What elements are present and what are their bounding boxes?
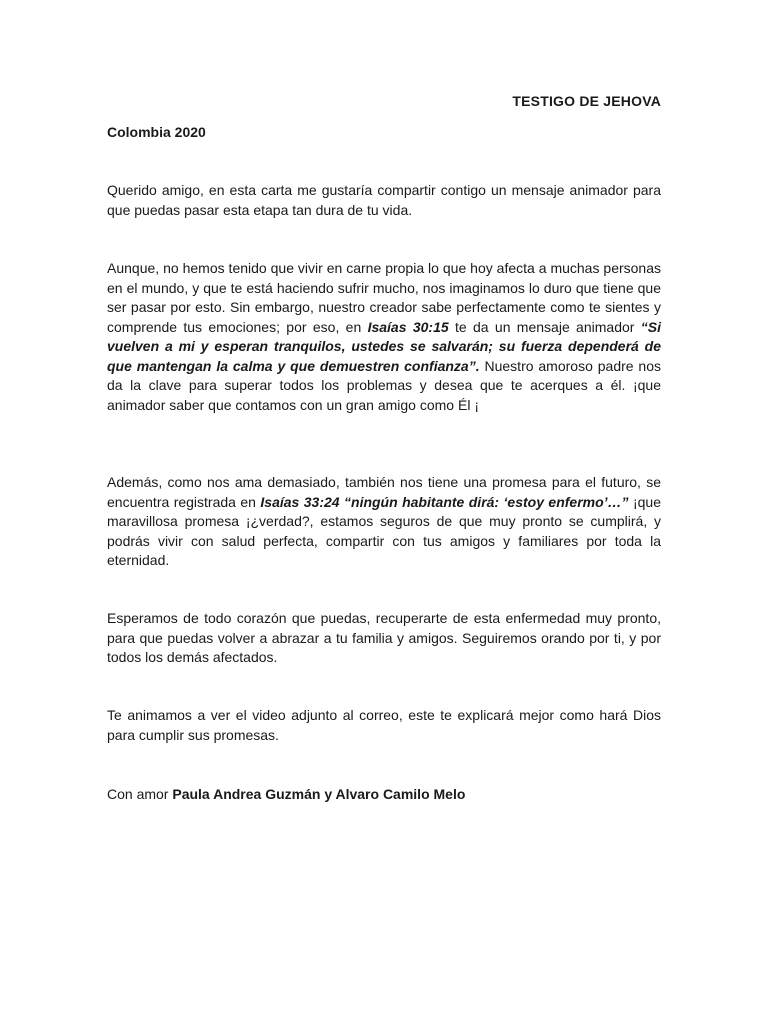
paragraph-text: Nuestro amoroso padre nos da la clave para superar todos los problemas y desea que te acerques a él. ¡que animador saber que contamos con un gran amigo como Él ¡ [107,357,662,413]
paragraph-text: Aunque, no hemos tenido que vivir en carne propia lo que hoy afecta a muchas personas en el mundo, y que te está haciendo sufrir mucho, nos imaginamos lo duro que tiene que ser pasar por esto. Sin embargo, nuestro creador sabe perfectamente como te sientes y comprende tus emociones; por eso, en [107,260,661,335]
paragraph-text: ¡que maravillosa promesa ¡¿verdad?, estamos seguros de que muy pronto se cumplirá, y podrás vivir con salud perfecta, compartir con tus amigos y familiares por toda la eternidad. [107,493,662,568]
signer-names: Paula Andrea Guzmán y Alvaro Camilo Melo [172,786,466,802]
scripture-reference: Isaías 30:15 [367,318,449,335]
paragraph-recovery-wish [107,609,661,668]
paragraph-greeting-text: Querido amigo, en esta carta me gustaría compartir contigo un mensaje animador para que puedas pasar esta etapa tan dura de tu vida. [107,182,661,218]
closing-prefix: Con amor [107,786,173,802]
scripture-reference: Isaías 33:24 [260,493,340,510]
paragraph-isaiah-30 [107,259,661,415]
paragraph-text: te da un mensaje animador [448,318,641,335]
scripture-quote: “Si vuelven a mi y esperan tranquilos, ustedes se salvarán; su fuerza dependerá de que mantengan la calma y que demuestren confianza”. [107,318,661,374]
paragraph-video-invitation [107,706,661,745]
paragraph-text: Te animamos a ver el video adjunto al correo, este te explicará mejor como hará Dios para cumplir sus promesas. [107,707,661,743]
paragraph-isaiah-33 [107,473,661,571]
closing-signature [107,785,661,805]
scripture-quote: “ningún habitante dirá: ‘estoy enfermo’…” [339,493,629,510]
paragraph-text: Esperamos de todo corazón que puedas, recuperarte de esta enfermedad muy pronto, para que puedas volver a abrazar a tu familia y amigos. Seguiremos orando por ti, y por todos los demás afectados. [107,610,661,665]
paragraph-greeting [107,181,661,220]
paragraph-text: Además, como nos ama demasiado, también nos tiene una promesa para el futuro, se encuentra registrada en [107,474,661,510]
location-date: Colombia 2020 [107,124,206,140]
document-title: TESTIGO DE JEHOVA [512,93,661,109]
